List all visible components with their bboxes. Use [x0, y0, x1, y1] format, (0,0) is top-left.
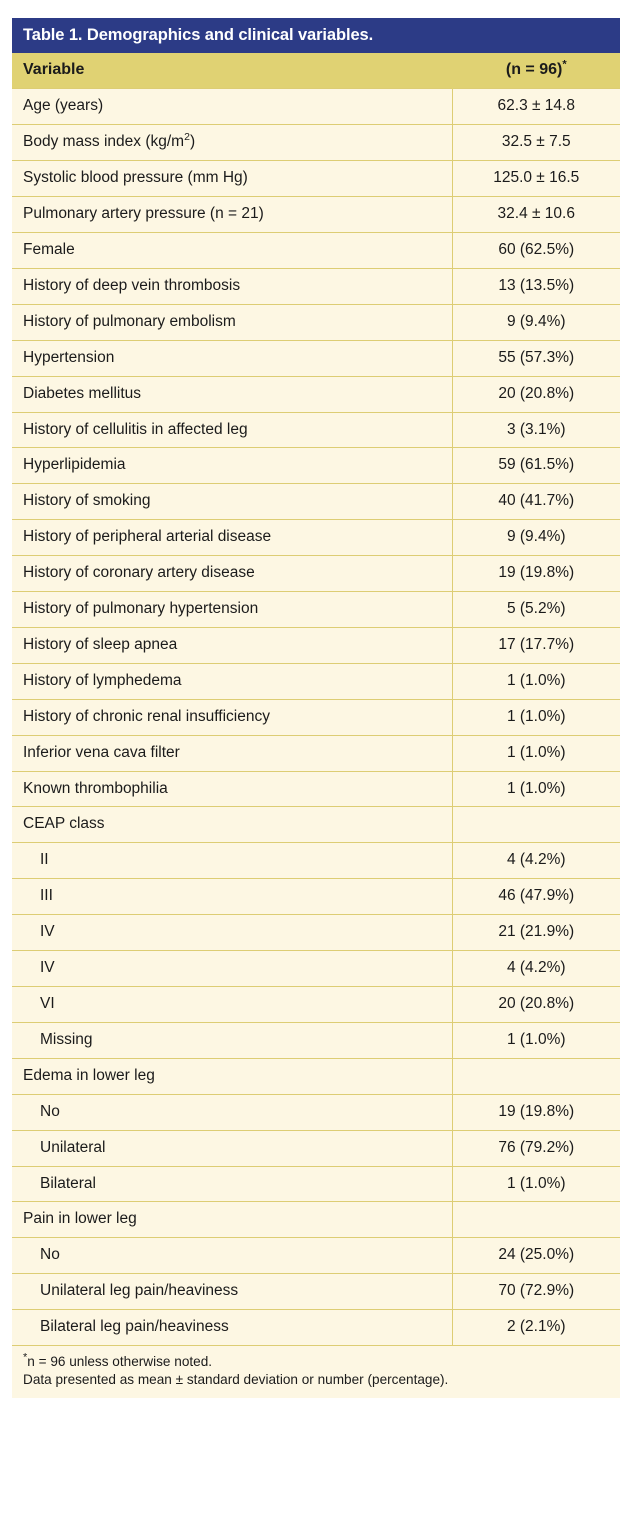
table-row	[12, 1238, 620, 1274]
footnote-line-1	[23, 1353, 610, 1371]
table-row	[12, 412, 620, 448]
row-value-cell: 24 (25.0%)	[452, 1238, 620, 1274]
row-variable-cell: History of deep vein thrombosis	[12, 268, 452, 304]
row-variable-cell: Bilateral	[12, 1166, 452, 1202]
row-variable-cell: Unilateral	[12, 1130, 452, 1166]
table-row	[12, 197, 620, 233]
row-value-cell: 17 (17.7%)	[452, 627, 620, 663]
row-value-cell: 1 (1.0%)	[452, 735, 620, 771]
row-value-cell: 125.0 ± 16.5	[452, 161, 620, 197]
row-variable-cell: History of sleep apnea	[12, 627, 452, 663]
row-variable-cell: History of pulmonary embolism	[12, 304, 452, 340]
row-variable-cell: Age (years)	[12, 89, 452, 125]
table-footnotes	[12, 1346, 620, 1398]
row-variable-cell: History of chronic renal insufficiency	[12, 699, 452, 735]
row-variable-cell: Systolic blood pressure (mm Hg)	[12, 161, 452, 197]
row-value-cell: 32.4 ± 10.6	[452, 197, 620, 233]
row-variable-cell: Hypertension	[12, 340, 452, 376]
row-variable-cell: Unilateral leg pain/heaviness	[12, 1274, 452, 1310]
table-row	[12, 1166, 620, 1202]
row-value-cell: 19 (19.8%)	[452, 556, 620, 592]
table-row	[12, 1022, 620, 1058]
row-value-cell: 32.5 ± 7.5	[452, 125, 620, 161]
table-row	[12, 807, 620, 843]
row-variable-cell: Pulmonary artery pressure (n = 21)	[12, 197, 452, 233]
row-variable-cell: Bilateral leg pain/heaviness	[12, 1310, 452, 1346]
row-variable-cell: Missing	[12, 1022, 452, 1058]
table-row	[12, 1058, 620, 1094]
column-header-value-text: (n = 96)	[505, 60, 563, 78]
row-value-cell: 19 (19.8%)	[452, 1094, 620, 1130]
row-value-cell: 55 (57.3%)	[452, 340, 620, 376]
row-value-cell: 1 (1.0%)	[452, 1166, 620, 1202]
row-variable-cell: History of pulmonary hypertension	[12, 592, 452, 628]
table-row	[12, 915, 620, 951]
row-value-cell: 1 (1.0%)	[452, 1022, 620, 1058]
row-variable-cell: Female	[12, 232, 452, 268]
row-value-cell: 9 (9.4%)	[452, 520, 620, 556]
table-row	[12, 879, 620, 915]
row-value-cell: 1 (1.0%)	[452, 699, 620, 735]
row-value-cell: 70 (72.9%)	[452, 1274, 620, 1310]
row-value-cell: 4 (4.2%)	[452, 843, 620, 879]
table-row	[12, 232, 620, 268]
table-row	[12, 125, 620, 161]
table-container	[12, 18, 620, 1398]
row-variable-cell: III	[12, 879, 452, 915]
column-header-footnote-marker: *	[562, 58, 567, 71]
row-variable-cell: Known thrombophilia	[12, 771, 452, 807]
row-value-cell: 1 (1.0%)	[452, 663, 620, 699]
row-value-cell: 5 (5.2%)	[452, 592, 620, 628]
row-value-cell: 20 (20.8%)	[452, 987, 620, 1023]
row-variable-cell: No	[12, 1094, 452, 1130]
footnote-line-1-text: n = 96 unless otherwise noted.	[27, 1354, 213, 1370]
row-variable-cell: Edema in lower leg	[12, 1058, 452, 1094]
table-row	[12, 520, 620, 556]
row-variable-cell: CEAP class	[12, 807, 452, 843]
table-row	[12, 987, 620, 1023]
row-value-cell: 76 (79.2%)	[452, 1130, 620, 1166]
table-row	[12, 556, 620, 592]
table-row	[12, 843, 620, 879]
table-row	[12, 951, 620, 987]
row-variable-cell	[12, 125, 452, 161]
row-value-cell: 13 (13.5%)	[452, 268, 620, 304]
row-value-cell: 1 (1.0%)	[452, 771, 620, 807]
row-value-cell: 3 (3.1%)	[452, 412, 620, 448]
row-variable-cell: VI	[12, 987, 452, 1023]
table-row	[12, 627, 620, 663]
row-variable-cell: IV	[12, 951, 452, 987]
row-variable-cell: Diabetes mellitus	[12, 376, 452, 412]
table-row	[12, 735, 620, 771]
column-header-value	[452, 53, 620, 89]
table-row	[12, 1094, 620, 1130]
table-row	[12, 1274, 620, 1310]
table-row	[12, 771, 620, 807]
row-value-cell: 60 (62.5%)	[452, 232, 620, 268]
table-row	[12, 699, 620, 735]
row-value-cell: 59 (61.5%)	[452, 448, 620, 484]
row-variable-cell: Hyperlipidemia	[12, 448, 452, 484]
table-row	[12, 304, 620, 340]
footnote-line-2: Data presented as mean ± standard deviation or number (percentage).	[23, 1372, 449, 1388]
table-row	[12, 161, 620, 197]
row-variable-cell: Inferior vena cava filter	[12, 735, 452, 771]
table-header-row	[12, 53, 620, 89]
table-title: Table 1. Demographics and clinical variables.	[12, 18, 620, 53]
table-body	[12, 18, 620, 1398]
table-footnote-row	[12, 1346, 620, 1398]
table-row	[12, 592, 620, 628]
row-variable-cell: History of coronary artery disease	[12, 556, 452, 592]
row-value-cell	[452, 1202, 620, 1238]
table-row	[12, 89, 620, 125]
row-value-cell: 46 (47.9%)	[452, 879, 620, 915]
row-value-cell	[452, 807, 620, 843]
row-variable-cell: History of peripheral arterial disease	[12, 520, 452, 556]
row-value-cell: 40 (41.7%)	[452, 484, 620, 520]
column-header-variable: Variable	[12, 53, 452, 89]
table-row	[12, 268, 620, 304]
row-variable-cell: IV	[12, 915, 452, 951]
demographics-table	[12, 18, 620, 1398]
table-row	[12, 1310, 620, 1346]
row-variable-cell: II	[12, 843, 452, 879]
table-row	[12, 340, 620, 376]
row-value-cell: 21 (21.9%)	[452, 915, 620, 951]
row-variable-cell: History of smoking	[12, 484, 452, 520]
row-value-cell: 2 (2.1%)	[452, 1310, 620, 1346]
footnote-marker: *	[23, 1351, 28, 1364]
table-row	[12, 376, 620, 412]
row-value-cell: 62.3 ± 14.8	[452, 89, 620, 125]
row-variable-cell: No	[12, 1238, 452, 1274]
table-title-row	[12, 18, 620, 53]
table-row	[12, 663, 620, 699]
row-variable-superscript: 2	[184, 131, 190, 144]
row-variable-cell: Pain in lower leg	[12, 1202, 452, 1238]
row-value-cell: 20 (20.8%)	[452, 376, 620, 412]
table-row	[12, 448, 620, 484]
table-row	[12, 1202, 620, 1238]
row-variable-label: Body mass index (kg/m	[23, 133, 185, 151]
row-variable-label-tail: )	[189, 133, 196, 151]
row-variable-cell: History of cellulitis in affected leg	[12, 412, 452, 448]
table-row	[12, 484, 620, 520]
table-row	[12, 1130, 620, 1166]
row-value-cell	[452, 1058, 620, 1094]
row-variable-cell: History of lymphedema	[12, 663, 452, 699]
row-value-cell: 9 (9.4%)	[452, 304, 620, 340]
row-value-cell: 4 (4.2%)	[452, 951, 620, 987]
